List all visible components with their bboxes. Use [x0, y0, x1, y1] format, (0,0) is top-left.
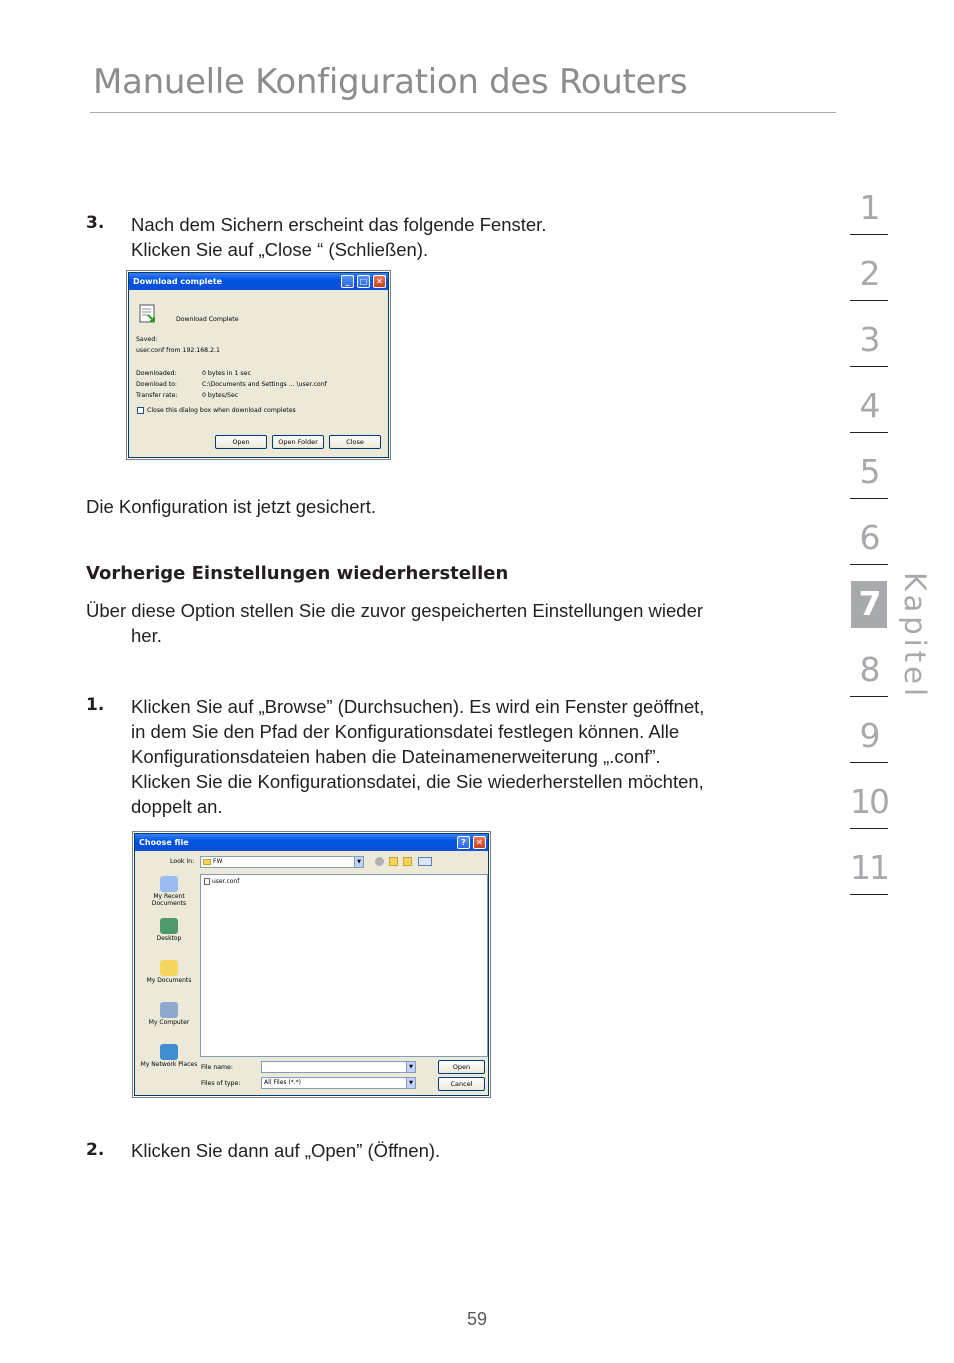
chapter-number: 6: [859, 518, 879, 557]
transfer-rate-label: Transfer rate:: [136, 392, 178, 399]
choose-file-dialog: [134, 833, 489, 1096]
cancel-button[interactable]: Cancel: [438, 1077, 485, 1091]
close-button[interactable]: Close: [329, 435, 381, 449]
chapter-number: 7: [858, 584, 880, 623]
step-1-line: Klicken Sie auf „Browse” (Durchsuchen). Es wird ein Fenster geöffnet,: [131, 696, 705, 717]
file-type-select[interactable]: [261, 1077, 416, 1089]
step-2-text: Klicken Sie dann auf „Open” (Öffnen).: [131, 1140, 441, 1161]
page-number: 59: [466, 1309, 488, 1329]
section-intro-line-2: her.: [131, 625, 162, 646]
step-3-line-1: Nach dem Sichern erscheint das folgende Fenster.: [131, 214, 547, 235]
minimize-icon[interactable]: _: [341, 275, 354, 288]
file-item-label: user.conf: [212, 878, 240, 885]
place-my-computer[interactable]: [138, 1002, 200, 1026]
file-type-label: Files of type:: [201, 1080, 241, 1087]
chapter-tab[interactable]: [850, 251, 888, 317]
step-3-text: [131, 212, 546, 262]
chapter-number: 5: [859, 452, 879, 491]
look-in-label: Look in:: [170, 858, 195, 865]
chapter-number: 1: [859, 188, 879, 227]
chapter-tab[interactable]: [850, 779, 888, 845]
step-1-line: in dem Sie den Pfad der Konfigurationsdatei festlegen können. Alle: [131, 721, 680, 742]
place-network[interactable]: [138, 1044, 200, 1068]
chapter-divider: [850, 366, 888, 367]
new-folder-icon[interactable]: [403, 857, 412, 866]
chevron-down-icon[interactable]: ▼: [406, 1078, 415, 1088]
step-3-line-2: Klicken Sie auf „Close “ (Schließen).: [131, 239, 429, 260]
chapter-divider: [850, 564, 888, 565]
chapter-tab[interactable]: [850, 647, 888, 713]
file-item[interactable]: [204, 878, 239, 885]
chapter-tab[interactable]: [850, 383, 888, 449]
chapter-tab[interactable]: [850, 515, 888, 581]
chapter-number: 11: [850, 848, 888, 887]
transfer-rate-value: 0 bytes/Sec: [202, 392, 239, 399]
choose-dialog-title: Choose file: [139, 838, 189, 847]
open-folder-button[interactable]: Open Folder: [272, 435, 324, 449]
place-label: My Computer: [148, 1019, 190, 1026]
place-label: Desktop: [156, 935, 182, 942]
step-1-number: 1.: [86, 695, 105, 715]
page-title: Manuelle Konfiguration des Routers: [93, 62, 688, 102]
choose-dialog-titlebar: [135, 834, 488, 851]
close-icon[interactable]: ✕: [473, 836, 486, 849]
chapter-divider: [850, 696, 888, 697]
places-bar: [138, 870, 200, 1096]
chevron-down-icon[interactable]: ▼: [354, 857, 363, 867]
chapter-tab[interactable]: [850, 317, 888, 383]
folder-icon: [203, 859, 211, 865]
help-icon[interactable]: ?: [457, 836, 470, 849]
chapter-number: 4: [859, 386, 879, 425]
my-computer-icon: [160, 1002, 178, 1018]
download-to-value: C:\Documents and Settings ... \user.conf: [202, 381, 327, 388]
close-when-done-checkbox[interactable]: [137, 407, 144, 414]
chapter-number: 3: [859, 320, 879, 359]
close-icon[interactable]: ✕: [373, 275, 386, 288]
file-list[interactable]: [200, 874, 488, 1057]
saved-confirmation-text: Die Konfiguration ist jetzt gesichert.: [86, 496, 376, 517]
chapter-number: 10: [850, 782, 888, 821]
section-heading: Vorherige Einstellungen wiederherstellen: [86, 563, 509, 584]
chapter-divider: [850, 828, 888, 829]
saved-label: Saved:: [136, 336, 158, 343]
chapter-label: Kapitel: [898, 572, 932, 701]
download-complete-icon: [137, 303, 159, 325]
saved-value: user.conf from 192.168.2.1: [136, 347, 220, 354]
place-desktop[interactable]: [138, 918, 200, 942]
download-status: Download Complete: [176, 316, 239, 323]
section-intro: [86, 598, 703, 648]
chapter-tab[interactable]: [850, 185, 888, 251]
file-name-label: File name:: [201, 1064, 233, 1071]
download-dialog-titlebar: [129, 273, 388, 290]
file-name-input[interactable]: [261, 1061, 416, 1073]
place-label: My Recent Documents: [151, 893, 187, 907]
chapter-tab[interactable]: [850, 713, 888, 779]
chapter-navigation: [850, 185, 888, 911]
step-3-number: 3.: [86, 213, 105, 233]
step-2-number: 2.: [86, 1140, 105, 1160]
place-label: My Network Places: [140, 1061, 198, 1068]
look-in-value: FW: [213, 858, 223, 865]
downloaded-label: Downloaded:: [136, 370, 177, 377]
maximize-icon[interactable]: □: [357, 275, 370, 288]
step-1-line: Klicken Sie die Konfigurationsdatei, die Sie wiederherstellen möchten,: [131, 771, 704, 792]
chapter-divider: [850, 234, 888, 235]
chapter-number: 2: [859, 254, 879, 293]
download-complete-dialog: [128, 272, 389, 458]
chapter-divider: [850, 300, 888, 301]
chapter-number: 8: [859, 650, 879, 689]
view-menu-icon[interactable]: [418, 857, 432, 866]
download-to-label: Download to:: [136, 381, 178, 388]
up-folder-icon[interactable]: [389, 857, 398, 866]
step-1-line: doppelt an.: [131, 796, 223, 817]
recent-documents-icon: [160, 876, 178, 892]
chapter-tab[interactable]: [850, 449, 888, 515]
chapter-divider: [850, 432, 888, 433]
chapter-tab-active[interactable]: [850, 581, 888, 647]
desktop-icon: [160, 918, 178, 934]
chapter-number: 9: [859, 716, 879, 755]
chapter-divider: [850, 498, 888, 499]
section-intro-line-1: Über diese Option stellen Sie die zuvor gespeicherten Einstellungen wieder: [86, 600, 704, 621]
my-documents-icon: [160, 960, 178, 976]
step-1-line: Konfigurationsdateien haben die Dateinamenerweiterung „.conf”.: [131, 746, 661, 767]
place-recent[interactable]: [138, 876, 200, 907]
close-when-done-label: Close this dialog box when download completes: [147, 407, 296, 414]
open-button[interactable]: Open: [438, 1060, 485, 1074]
chapter-divider: [850, 894, 888, 895]
step-1-text: [131, 694, 704, 819]
download-dialog-title: Download complete: [133, 277, 223, 286]
downloaded-value: 0 bytes in 1 sec: [202, 370, 251, 377]
title-divider: [90, 112, 836, 113]
chapter-tab[interactable]: [850, 845, 888, 911]
file-type-value: All Files (*.*): [264, 1079, 302, 1086]
look-in-select[interactable]: [200, 856, 364, 868]
place-my-documents[interactable]: [138, 960, 200, 984]
place-label: My Documents: [146, 977, 192, 984]
chapter-divider: [850, 762, 888, 763]
file-icon: [204, 878, 210, 885]
back-icon[interactable]: [375, 857, 384, 866]
chevron-down-icon[interactable]: ▼: [406, 1062, 415, 1072]
network-places-icon: [160, 1044, 178, 1060]
open-button[interactable]: Open: [215, 435, 267, 449]
